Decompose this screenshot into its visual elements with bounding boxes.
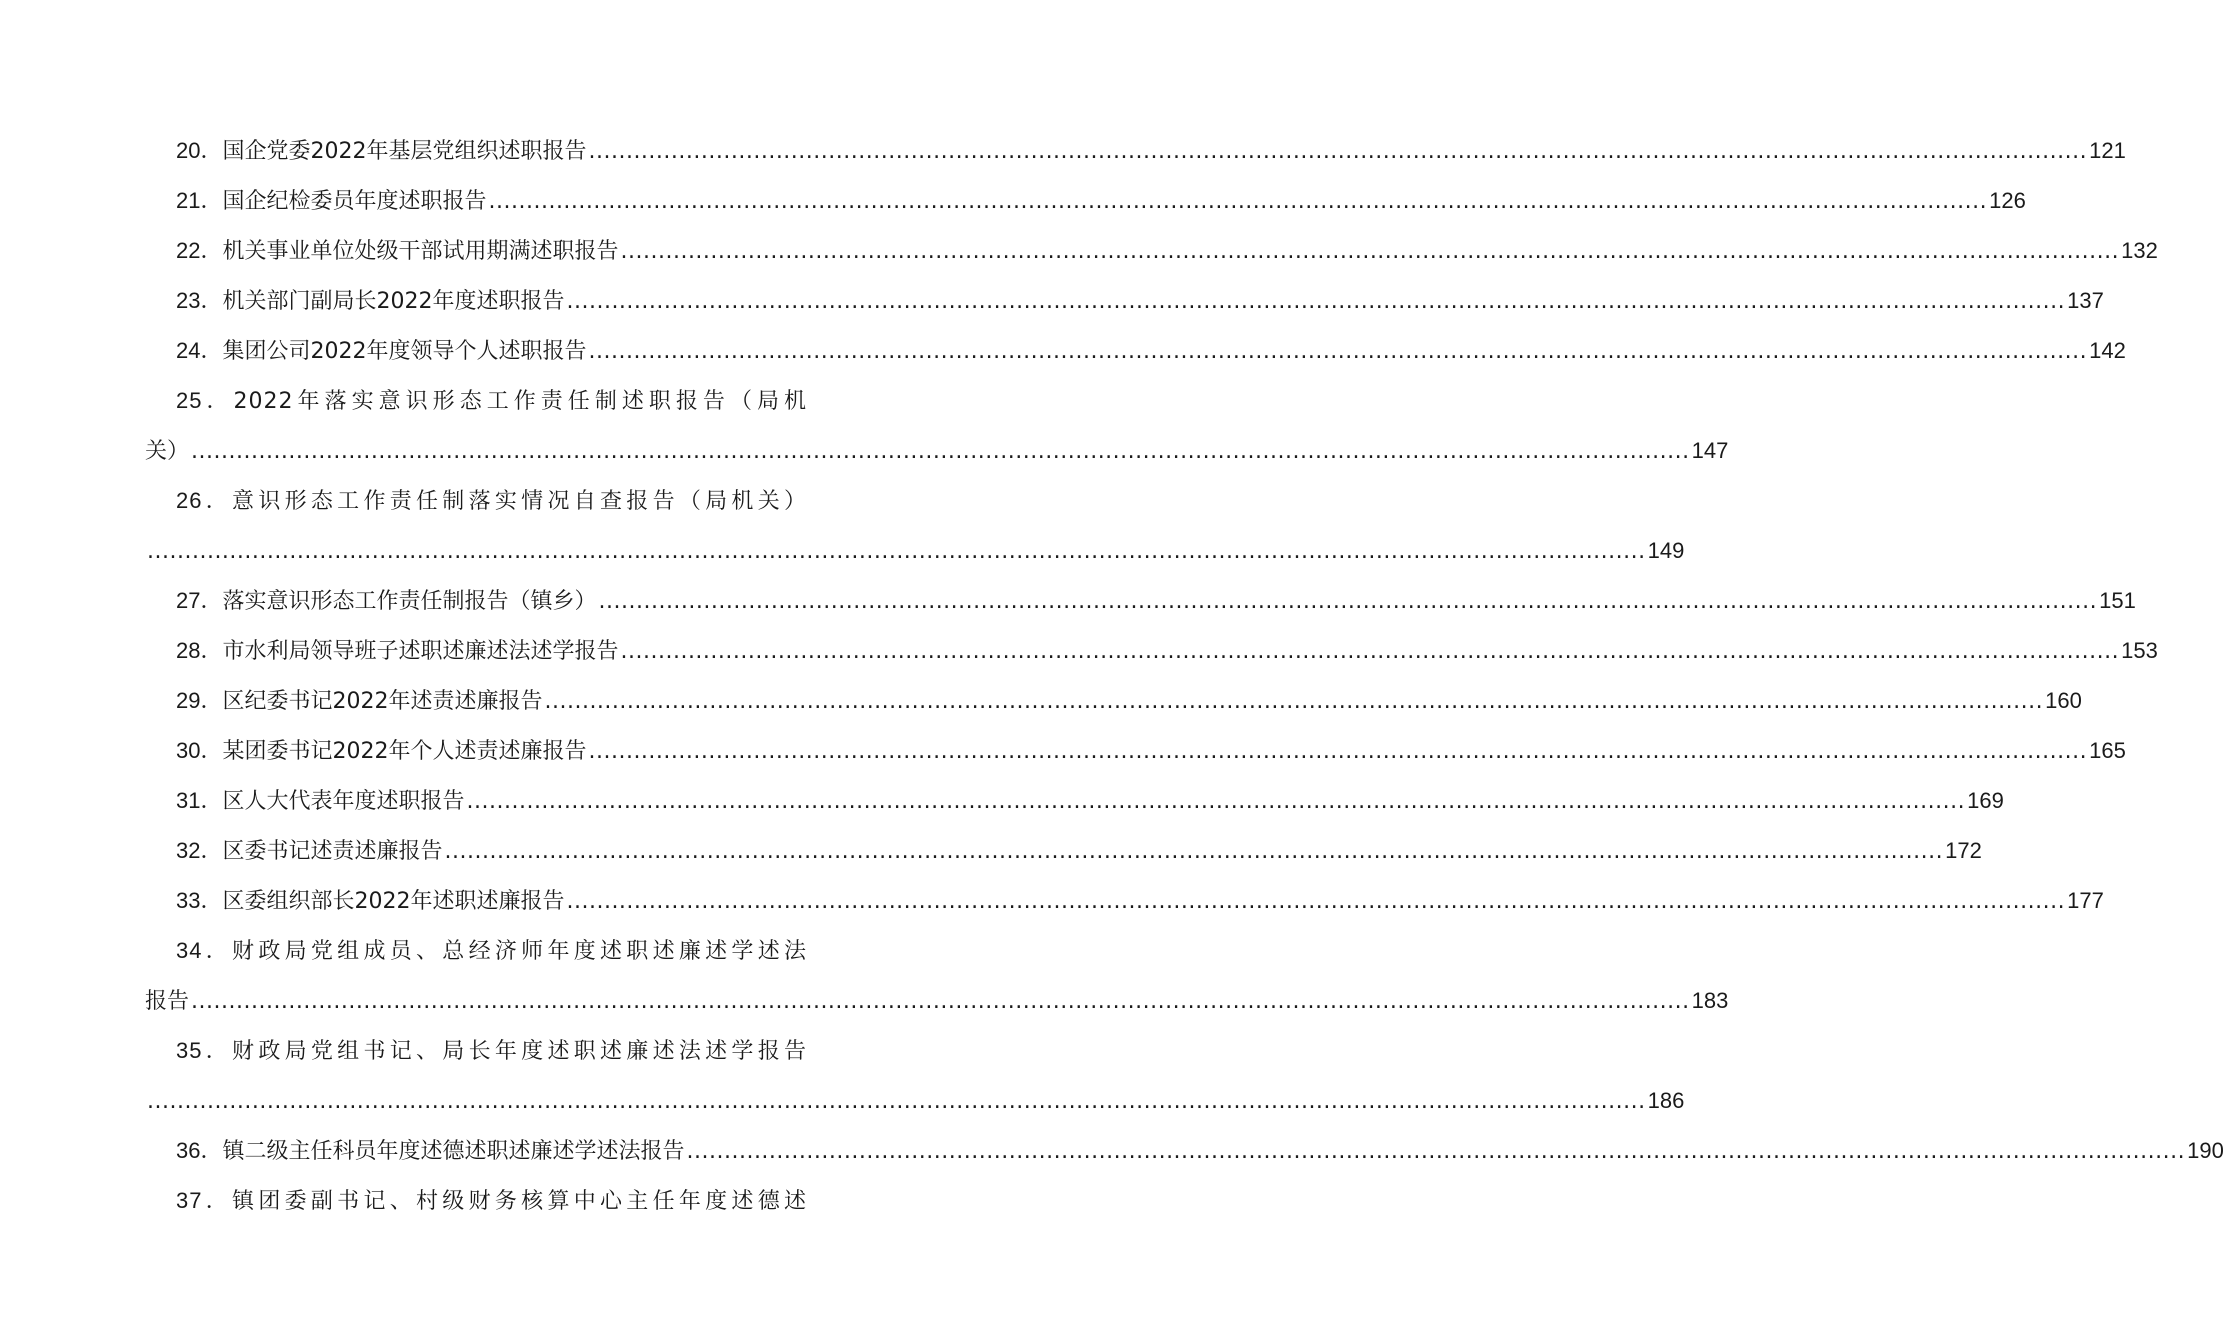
toc-entry[interactable] [145,626,2158,676]
toc-leader-dots: ........................................................................................................................................................................................................ [466,789,1966,814]
toc-entry-title: 镇二级主任科员年度述德述职述廉述学述法报告 [222,1139,685,1164]
toc-entry-number: 22． [176,238,223,263]
toc-entry-number: 35． [176,1038,233,1063]
toc-entry-page: 172 [1945,838,1982,863]
toc-entry-number: 25． [176,388,234,413]
toc-entry[interactable] [145,576,2136,626]
toc-entry[interactable] [145,126,2126,176]
toc-entry-title: 财政局党组书记、局长年度述职述廉述法述学报告 [232,1039,807,1064]
toc-entry-number: 23． [176,288,223,313]
toc-entry[interactable] [145,276,2104,326]
toc-entry-page: 126 [1989,188,2026,213]
toc-leader-dots: ........................................................................................................................................................................................................ [488,189,1988,214]
toc-entry-page: 142 [2089,338,2126,363]
toc-leader-dots: ........................................................................................................................................................................................................ [566,289,2066,314]
toc-entry[interactable] [145,1126,2224,1176]
toc-entry-title: 财政局党组成员、总经济师年度述职述廉述学述法 [232,939,807,964]
toc-entry-title-continued: 关） [145,439,190,464]
toc-entry-title: 落实意识形态工作责任制报告（镇乡） [222,589,597,614]
toc-entry[interactable] [145,326,2126,376]
toc-entry-number: 27． [176,588,223,613]
toc-entry[interactable] [145,376,807,426]
toc-entry[interactable] [145,776,2004,826]
toc-leader-dots: ........................................................................................................................................................................................................ [588,139,2088,164]
toc-entry-continuation[interactable] [145,1076,1685,1126]
toc-leader-dots: ........................................................................................................................................................................................................ [147,1089,1646,1114]
toc-entry[interactable] [145,926,807,976]
toc-entry[interactable] [145,826,1982,876]
toc-entry-number: 31． [176,788,223,813]
toc-entry-number: 26． [176,488,233,513]
toc-leader-dots: ........................................................................................................................................................................................................ [598,589,2098,614]
toc-entry-title: 区人大代表年度述职报告 [222,789,465,814]
toc-entry[interactable] [145,676,2082,726]
toc-entry[interactable] [145,1176,807,1226]
toc-entry-page: 160 [2045,688,2082,713]
table-of-contents [145,126,2224,1226]
toc-leader-dots: ........................................................................................................................................................................................................ [588,739,2088,764]
toc-entry-page: 121 [2089,138,2126,163]
toc-entry-title: 区委书记述责述廉报告 [222,839,443,864]
toc-entry-page: 186 [1647,1088,1685,1113]
toc-entry-number: 32． [176,838,223,863]
toc-entry-number: 24． [176,338,223,363]
toc-entry-number: 30． [176,738,223,763]
toc-entry-page: 151 [2099,588,2136,613]
toc-entry-title: 机关事业单位处级干部试用期满述职报告 [222,239,619,264]
toc-entry-page: 165 [2089,738,2126,763]
toc-entry-title: 市水利局领导班子述职述廉述法述学报告 [222,639,619,664]
toc-entry-continuation[interactable] [145,526,1685,576]
toc-entry-number: 34． [176,938,233,963]
toc-leader-dots: ........................................................................................................................................................................................................ [620,239,2120,264]
toc-entry-page: 153 [2121,638,2158,663]
toc-entry-number: 37． [176,1188,233,1213]
toc-leader-dots: ........................................................................................................................................................................................................ [566,889,2066,914]
toc-entry-title-continued: 报告 [145,989,190,1014]
toc-entry-number: 20． [176,138,223,163]
toc-entry[interactable] [145,1026,807,1076]
toc-entry-page: 183 [1691,988,1729,1013]
toc-entry-continuation[interactable] [145,976,1729,1026]
toc-leader-dots: ........................................................................................................................................................................................................ [191,989,1690,1014]
toc-entry[interactable] [145,176,2026,226]
toc-leader-dots: ........................................................................................................................................................................................................ [444,839,1944,864]
toc-leader-dots: ........................................................................................................................................................................................................ [686,1139,2186,1164]
toc-entry-number: 33． [176,888,223,913]
toc-entry-title: 集团公司2022年度领导个人述职报告 [222,339,587,364]
toc-entry-title: 区委组织部长2022年述职述廉报告 [222,889,565,914]
toc-entry-title: 某团委书记2022年个人述责述廉报告 [222,739,587,764]
toc-entry-page: 149 [1647,538,1685,563]
toc-leader-dots: ........................................................................................................................................................................................................ [544,689,2044,714]
toc-entry[interactable] [145,226,2158,276]
toc-entry-page: 132 [2121,238,2158,263]
toc-entry-page: 190 [2187,1138,2224,1163]
toc-entry-title: 2022年落实意识形态工作责任制述职报告（局机 [233,389,807,414]
toc-leader-dots: ........................................................................................................................................................................................................ [191,439,1690,464]
toc-entry-page: 177 [2067,888,2104,913]
toc-entry-page: 169 [1967,788,2004,813]
toc-entry-number: 28． [176,638,223,663]
toc-entry-title: 国企纪检委员年度述职报告 [222,189,487,214]
toc-leader-dots: ........................................................................................................................................................................................................ [588,339,2088,364]
toc-entry[interactable] [145,726,2126,776]
toc-leader-dots: ........................................................................................................................................................................................................ [147,539,1646,564]
toc-entry-title: 镇团委副书记、村级财务核算中心主任年度述德述 [232,1189,807,1214]
toc-entry-title: 机关部门副局长2022年度述职报告 [222,289,565,314]
toc-entry-continuation[interactable] [145,426,1729,476]
toc-leader-dots: ........................................................................................................................................................................................................ [620,639,2120,664]
toc-entry-number: 29． [176,688,223,713]
toc-entry[interactable] [145,476,807,526]
toc-entry-number: 36． [176,1138,223,1163]
toc-entry[interactable] [145,876,2104,926]
toc-entry-page: 147 [1691,438,1729,463]
toc-entry-page: 137 [2067,288,2104,313]
toc-entry-number: 21． [176,188,223,213]
toc-entry-title: 区纪委书记2022年述责述廉报告 [222,689,543,714]
toc-entry-title: 国企党委2022年基层党组织述职报告 [222,139,587,164]
toc-entry-title: 意识形态工作责任制落实情况自查报告（局机关） [232,489,807,514]
